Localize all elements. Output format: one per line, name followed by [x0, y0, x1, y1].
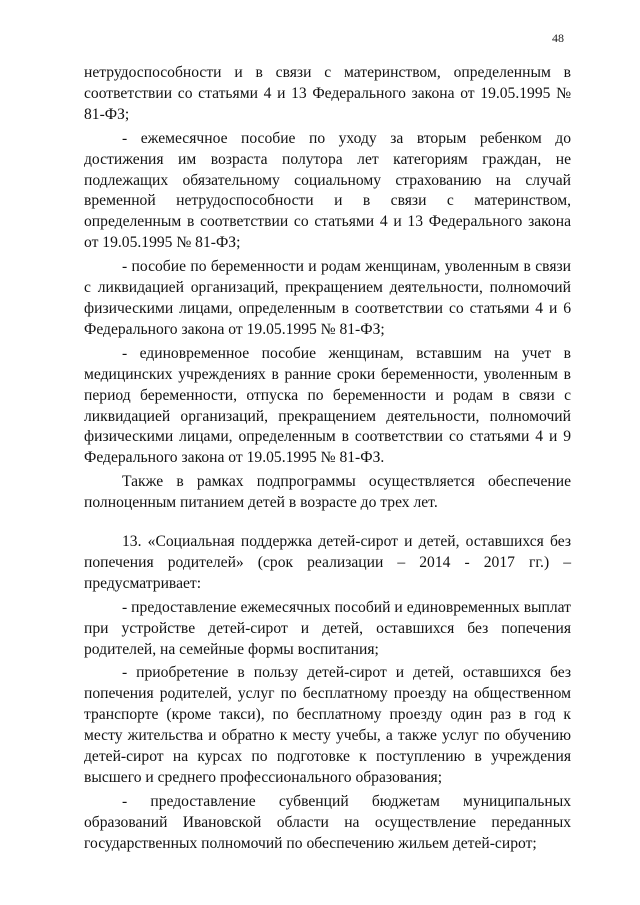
paragraph-nutrition: Также в рамках подпрограммы осуществляется обеспечение полноценным питанием детей в возрасте до трех лет. [84, 473, 571, 512]
paragraph-maternity-allowance: - пособие по беременности и родам женщинам, уволенным в связи с ликвидацией организаций, прекращением деятельности, полномочий физическими лицами, определенным в соответствии со статьями 4 и 6 Федерального закона от 19.05.1995 № 81-ФЗ; [84, 258, 571, 338]
page-number: 48 [552, 31, 564, 45]
paragraph-continuation: нетрудоспособности и в связи с материнством, определенным в соответствии со статьями 4 и 13 Федерального закона от 19.05.1995 № 81-ФЗ; [84, 64, 571, 123]
document-body [84, 63, 571, 858]
paragraph-free-travel-services: - приобретение в пользу детей-сирот и детей, оставшихся без попечения родителей, услуг по бесплатному проезду на общественном транспорте (кроме такси), по бесплатному проезду один раз в год к месту жительства и обратно к месту учебы, а также услуг по обучению детей-сирот на курсах по подготовке к поступлению в учреждения высшего и среднего профессионального образования; [84, 664, 571, 786]
paragraph-subventions-housing: - предоставление субвенций бюджетам муниципальных образований Ивановской области на осуществление переданных государственных полномочий по обеспечению жильем детей-сирот; [84, 792, 571, 852]
paragraph-section-13-heading: 13. «Социальная поддержка детей-сирот и детей, оставшихся без попечения родителей» (срок реализации – 2014 - 2017 гг.) – предусматривает: [84, 533, 571, 592]
paragraph-monthly-allowance-second-child: - ежемесячное пособие по уходу за вторым ребенком до достижения им возраста полутора лет категориям граждан, не подлежащих обязательному социальному страхованию на случай временной нетрудоспособности и в связи с материнством, определенным в соответствии со статьями 4 и 13 Федерального закона от 19.05.1995 № 81-ФЗ; [84, 129, 571, 252]
paragraph-lump-sum-allowance: - единовременное пособие женщинам, вставшим на учет в медицинских учреждениях в ранние сроки беременности, уволенным в период беременности, отпуска по беременности и родам в связи с ликвидацией организаций, прекращением деятельности, полномочий физическими лицами, определенным в соответствии со статьями 4 и 9 Федерального закона от 19.05.1995 № 81-ФЗ. [84, 344, 571, 467]
paragraph-monthly-payments: - предоставление ежемесячных пособий и единовременных выплат при устройстве детей-сирот и детей, оставшихся без попечения родителей, на семейные формы воспитания; [84, 598, 571, 658]
